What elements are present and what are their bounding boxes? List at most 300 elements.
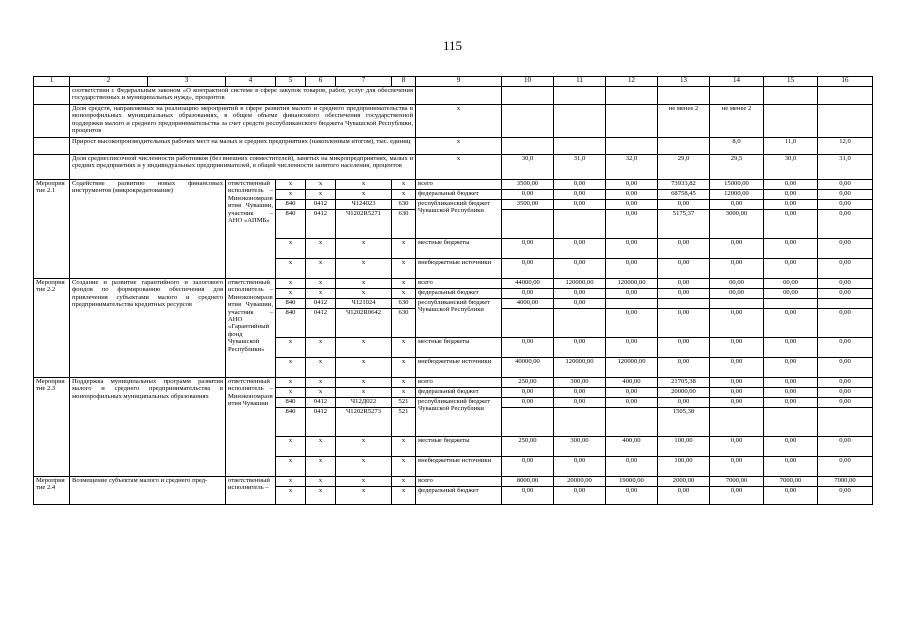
header-cell: 11 (554, 77, 606, 87)
funding-value (502, 210, 554, 239)
budget-code: х (392, 477, 416, 487)
funding-value: 0,00 (606, 388, 658, 398)
funding-value: 0,00 (658, 338, 710, 358)
budget-code: х (276, 239, 306, 259)
funding-value: 19000,00 (606, 477, 658, 487)
funding-value: 0,00 (710, 259, 764, 279)
funding-source: всего (416, 180, 502, 190)
budget-code: Ч124023 (336, 200, 392, 210)
funding-value: 0,00 (502, 457, 554, 477)
funding-value: 0,00 (554, 338, 606, 358)
funding-source: местные бюджеты (416, 437, 502, 457)
budget-code: 0412 (306, 210, 336, 239)
funding-value: 0,00 (554, 259, 606, 279)
budget-code: х (276, 388, 306, 398)
funding-source: федеральный бюджет (416, 388, 502, 398)
funding-value: 0,00 (764, 388, 818, 398)
header-cell: 3 (148, 77, 226, 87)
funding-value: 0,00 (502, 487, 554, 505)
indicator-value: 30,0 (502, 155, 554, 180)
funding-value (606, 299, 658, 309)
funding-value: 0,00 (554, 457, 606, 477)
budget-code: х (306, 239, 336, 259)
funding-value: 00,00 (764, 289, 818, 299)
budget-code: 0412 (306, 299, 336, 309)
header-cell: 2 (70, 77, 148, 87)
budget-code: х (276, 378, 306, 388)
funding-value (818, 408, 873, 437)
funding-source: федеральный бюджет (416, 190, 502, 200)
funding-value: 0,00 (818, 279, 873, 289)
funding-value: 0,00 (818, 487, 873, 505)
funding-value: 0,00 (710, 239, 764, 259)
funding-value: 00,00 (710, 289, 764, 299)
funding-value: 0,00 (502, 338, 554, 358)
funding-value (554, 408, 606, 437)
indicator-value (658, 87, 710, 105)
budget-code: 630 (392, 210, 416, 239)
budget-code: х (392, 259, 416, 279)
budget-code: х (306, 437, 336, 457)
funding-value: 8000,00 (502, 477, 554, 487)
funding-value: 0,00 (606, 309, 658, 338)
funding-source: федеральный бюджет (416, 289, 502, 299)
funding-value: 120000,00 (606, 358, 658, 378)
budget-code: х (306, 477, 336, 487)
budget-code: х (392, 388, 416, 398)
budget-code: 0412 (306, 398, 336, 408)
funding-value: 00,00 (710, 279, 764, 289)
indicator-value (818, 105, 873, 138)
funding-value: 250,00 (502, 378, 554, 388)
funding-value: 0,00 (658, 289, 710, 299)
funding-value: 0,00 (818, 378, 873, 388)
indicator-row (34, 87, 873, 105)
funding-value: 300,00 (554, 378, 606, 388)
indicator-value (502, 138, 554, 155)
budget-code: х (392, 437, 416, 457)
budget-code: Ч121024 (336, 299, 392, 309)
funding-value (710, 299, 764, 309)
funding-value: 0,00 (818, 289, 873, 299)
funding-value: 0,00 (764, 210, 818, 239)
funding-value: 0,00 (764, 309, 818, 338)
funding-value: 7000,00 (764, 477, 818, 487)
indicator-text: Доля среднесписочной численности работников (без внешних совместителей), занятых на микропредприятиях, малых и средних предприятиях и у индивидуальных предпринимателей, в общей численности занятого населения, процентов (70, 155, 416, 180)
indicator-marker: х (416, 138, 502, 155)
funding-value: 44000,00 (502, 279, 554, 289)
funding-source: федеральный бюджет (416, 487, 502, 505)
funding-value: 0,00 (554, 200, 606, 210)
funding-value (818, 299, 873, 309)
budget-code: х (392, 457, 416, 477)
funding-value: 3500,00 (502, 180, 554, 190)
indicator-value: не менее 2 (658, 105, 710, 138)
event-label: Мероприятие 2.3 (34, 378, 70, 477)
indicator-value (658, 138, 710, 155)
funding-value: 400,00 (606, 378, 658, 388)
event-responsible: ответственный исполнитель – Минэкономразвития Чувашии, участник – АНО «АПМБ» (226, 180, 276, 279)
funding-value: 0,00 (818, 239, 873, 259)
funding-value: 0,00 (710, 200, 764, 210)
budget-code: Ч1202R0642 (336, 309, 392, 338)
funding-value: 0,00 (710, 338, 764, 358)
budget-code: х (306, 358, 336, 378)
funding-value: 0,00 (710, 487, 764, 505)
event-row (34, 180, 873, 190)
funding-value: 73933,82 (658, 180, 710, 190)
funding-value: 0,00 (658, 239, 710, 259)
funding-value: 0,00 (658, 309, 710, 338)
indicator-marker: х (416, 155, 502, 180)
funding-value: 0,00 (554, 289, 606, 299)
budget-code: х (336, 437, 392, 457)
budget-code: 840 (276, 210, 306, 239)
budget-code: х (276, 437, 306, 457)
funding-value: 0,00 (764, 200, 818, 210)
indicator-value (606, 87, 658, 105)
budget-code: х (306, 457, 336, 477)
indicator-text: Доля средств, направляемых на реализацию мероприятий в сфере развития малого и среднего предпринимательства в монопрофильных муниципальных образованиях, в общем объеме финансового обеспечения государственной поддержки малого и среднего предпринимательства за счет средств республиканского бюджета Чувашской Республики, процентов (70, 105, 416, 138)
funding-source: всего (416, 378, 502, 388)
funding-value: 0,00 (554, 190, 606, 200)
indicator-blank (34, 138, 70, 155)
budget-code: х (276, 477, 306, 487)
funding-value: 3500,00 (502, 200, 554, 210)
budget-code: Ч1202R5273 (336, 408, 392, 437)
funding-source: внебюджетные источники (416, 259, 502, 279)
budget-code: х (392, 180, 416, 190)
indicator-marker (416, 87, 502, 105)
event-name: Создание и развитие гарантийного и залогового фондов по формированию обеспечения для привлечения субъектами малого и среднего предпринимательства кредитных ресурсов (70, 279, 226, 378)
funding-value: 0,00 (764, 358, 818, 378)
indicator-value (554, 138, 606, 155)
funding-value: 300,00 (554, 437, 606, 457)
budget-code: х (276, 180, 306, 190)
indicator-value (554, 87, 606, 105)
funding-value: 0,00 (764, 437, 818, 457)
funding-source: республиканский бюджет Чувашской Республики (416, 200, 502, 239)
header-cell: 10 (502, 77, 554, 87)
header-cell: 16 (818, 77, 873, 87)
budget-code: х (276, 487, 306, 505)
budget-code: х (392, 190, 416, 200)
budget-code: х (276, 259, 306, 279)
funding-value: 0,00 (764, 259, 818, 279)
funding-value: 0,00 (606, 190, 658, 200)
budget-code: х (336, 487, 392, 505)
budget-code: х (306, 190, 336, 200)
header-cell: 12 (606, 77, 658, 87)
header-cell: 14 (710, 77, 764, 87)
funding-value (606, 408, 658, 437)
funding-value: 0,00 (502, 259, 554, 279)
funding-value: 0,00 (658, 358, 710, 378)
funding-value: 0,00 (658, 200, 710, 210)
budget-code: х (306, 259, 336, 279)
funding-source: внебюджетные источники (416, 457, 502, 477)
budget-code: х (276, 338, 306, 358)
indicator-value: 12,0 (818, 138, 873, 155)
funding-value: 0,00 (818, 437, 873, 457)
funding-value (764, 408, 818, 437)
program-table (33, 76, 873, 505)
funding-value: 0,00 (606, 398, 658, 408)
funding-value: 0,00 (818, 200, 873, 210)
funding-value: 0,00 (554, 487, 606, 505)
funding-value: 0,00 (502, 239, 554, 259)
funding-value: 40000,00 (502, 358, 554, 378)
funding-value (554, 309, 606, 338)
funding-value: 0,00 (658, 398, 710, 408)
indicator-text: соответствии с Федеральным законом «О контрактной системе в сфере закупок товаров, работ, услуг для обеспечения государственных и муниципальных нужд», процентов (70, 87, 416, 105)
budget-code: х (336, 358, 392, 378)
indicator-value (554, 105, 606, 138)
indicator-value (606, 105, 658, 138)
funding-value (710, 408, 764, 437)
funding-value: 0,00 (606, 239, 658, 259)
funding-value: 4000,00 (502, 299, 554, 309)
indicator-text: Прирост высокопроизводительных рабочих мест на малых и средних предприятиях (накопленным итогом), тыс. единиц (70, 138, 416, 155)
funding-value: 0,00 (710, 388, 764, 398)
funding-value: 68758,45 (658, 190, 710, 200)
funding-value: 0,00 (818, 388, 873, 398)
funding-value: 120000,00 (606, 279, 658, 289)
funding-source: республиканский бюджет Чувашской Республики (416, 299, 502, 338)
funding-value: 0,00 (554, 180, 606, 190)
event-responsible: ответственный исполнитель – Минэкономразвития Чувашии (226, 378, 276, 477)
indicator-value: 29,5 (710, 155, 764, 180)
budget-code: х (392, 239, 416, 259)
budget-code: 630 (392, 309, 416, 338)
funding-value: 0,00 (764, 338, 818, 358)
funding-value: 0,00 (502, 388, 554, 398)
indicator-value (606, 138, 658, 155)
funding-value: 0,00 (710, 398, 764, 408)
indicator-value: 32,0 (606, 155, 658, 180)
budget-code: х (276, 289, 306, 299)
header-cell: 9 (416, 77, 502, 87)
budget-code: х (276, 190, 306, 200)
funding-value: 21705,38 (658, 378, 710, 388)
funding-value: 2000,00 (658, 477, 710, 487)
budget-code: х (336, 289, 392, 299)
budget-code: 840 (276, 398, 306, 408)
budget-code: 840 (276, 408, 306, 437)
funding-value: 0,00 (710, 457, 764, 477)
funding-value: 100,00 (658, 457, 710, 477)
funding-source: всего (416, 477, 502, 487)
event-label: Мероприятие 2.2 (34, 279, 70, 378)
indicator-value: 8,0 (710, 138, 764, 155)
funding-source: местные бюджеты (416, 338, 502, 358)
funding-value: 0,00 (818, 259, 873, 279)
funding-value: 7000,00 (818, 477, 873, 487)
funding-value: 0,00 (818, 457, 873, 477)
funding-value: 120000,00 (554, 358, 606, 378)
event-row (34, 477, 873, 487)
page-number: 115 (442, 38, 463, 53)
funding-value: 250,00 (502, 437, 554, 457)
budget-code: 630 (392, 200, 416, 210)
event-label: Мероприятие 2.1 (34, 180, 70, 279)
indicator-value (502, 105, 554, 138)
indicator-value: 30,0 (764, 155, 818, 180)
budget-code: х (392, 279, 416, 289)
funding-value: 100,00 (658, 437, 710, 457)
indicator-row (34, 105, 873, 138)
budget-code: 840 (276, 299, 306, 309)
funding-value: 0,00 (764, 457, 818, 477)
budget-code: 630 (392, 299, 416, 309)
funding-value: 0,00 (658, 487, 710, 505)
funding-value: 0,00 (710, 309, 764, 338)
budget-code: 521 (392, 398, 416, 408)
funding-value: 0,00 (710, 358, 764, 378)
event-responsible: ответственный исполнитель – (226, 477, 276, 505)
event-name: Поддержка муниципальных программ развития малого и среднего предпринимательства в монопрофильных муниципальных образованиях (70, 378, 226, 477)
funding-source: местные бюджеты (416, 239, 502, 259)
funding-value: 0,00 (818, 190, 873, 200)
budget-code: х (276, 279, 306, 289)
funding-value: 0,00 (658, 259, 710, 279)
budget-code: х (306, 289, 336, 299)
funding-value: 0,00 (606, 200, 658, 210)
header-cell: 15 (764, 77, 818, 87)
budget-code: х (336, 457, 392, 477)
indicator-blank (34, 155, 70, 180)
funding-value: 0,00 (764, 487, 818, 505)
indicator-value (764, 87, 818, 105)
budget-code: 840 (276, 309, 306, 338)
funding-value: 0,00 (606, 457, 658, 477)
budget-code: х (392, 338, 416, 358)
indicator-value: не менее 2 (710, 105, 764, 138)
budget-code: х (306, 338, 336, 358)
budget-code: 840 (276, 200, 306, 210)
indicator-value: 31,0 (554, 155, 606, 180)
budget-code: х (336, 239, 392, 259)
funding-source: внебюджетные источники (416, 358, 502, 378)
indicator-marker: х (416, 105, 502, 138)
funding-value: 0,00 (554, 239, 606, 259)
funding-value: 0,00 (818, 210, 873, 239)
budget-code: х (336, 180, 392, 190)
header-cell: 8 (392, 77, 416, 87)
indicator-value (710, 87, 764, 105)
budget-code: х (336, 477, 392, 487)
indicator-value (764, 105, 818, 138)
budget-code: х (336, 338, 392, 358)
funding-value: 0,00 (606, 487, 658, 505)
funding-value: 0,00 (606, 289, 658, 299)
funding-value: 0,00 (554, 398, 606, 408)
funding-value: 0,00 (502, 190, 554, 200)
funding-value (502, 309, 554, 338)
indicator-value: 11,0 (764, 138, 818, 155)
budget-code: х (392, 487, 416, 505)
funding-value: 3000,00 (710, 210, 764, 239)
budget-code: х (336, 378, 392, 388)
funding-value: 0,00 (606, 210, 658, 239)
funding-value: 0,00 (606, 180, 658, 190)
budget-code: 521 (392, 408, 416, 437)
budget-code: х (392, 378, 416, 388)
budget-code: х (336, 388, 392, 398)
funding-value: 120000,00 (554, 279, 606, 289)
funding-value: 15000,00 (710, 180, 764, 190)
funding-value: 0,00 (764, 378, 818, 388)
budget-code: 0412 (306, 200, 336, 210)
funding-value: 0,00 (502, 289, 554, 299)
indicator-value: 29,0 (658, 155, 710, 180)
funding-source: всего (416, 279, 502, 289)
funding-value: 0,00 (818, 358, 873, 378)
header-row (34, 77, 873, 87)
indicator-value (818, 87, 873, 105)
funding-value: 0,00 (818, 398, 873, 408)
funding-value: 400,00 (606, 437, 658, 457)
header-cell: 4 (226, 77, 276, 87)
event-row (34, 378, 873, 388)
funding-value (658, 299, 710, 309)
funding-value: 20000,00 (554, 477, 606, 487)
funding-value: 0,00 (818, 180, 873, 190)
funding-value: 0,00 (764, 190, 818, 200)
indicator-blank (34, 87, 70, 105)
budget-code: х (306, 487, 336, 505)
budget-code: х (306, 378, 336, 388)
budget-code: х (276, 457, 306, 477)
funding-value: 1505,38 (658, 408, 710, 437)
funding-value: 0,00 (818, 309, 873, 338)
funding-source: республиканский бюджет Чувашской Республики (416, 398, 502, 437)
header-cell: 6 (306, 77, 336, 87)
budget-code: х (336, 259, 392, 279)
funding-value (554, 210, 606, 239)
budget-code: х (336, 190, 392, 200)
funding-value: 0,00 (554, 299, 606, 309)
budget-code: х (336, 279, 392, 289)
header-cell: 1 (34, 77, 70, 87)
header-cell: 13 (658, 77, 710, 87)
budget-code: х (276, 358, 306, 378)
funding-value: 0,00 (606, 259, 658, 279)
funding-value: 0,00 (764, 398, 818, 408)
funding-value: 0,00 (764, 239, 818, 259)
funding-value: 0,00 (818, 338, 873, 358)
funding-value (502, 408, 554, 437)
budget-code: х (392, 289, 416, 299)
budget-code: х (306, 279, 336, 289)
funding-value: 20000,00 (658, 388, 710, 398)
budget-code: 0412 (306, 309, 336, 338)
funding-value: 5175,37 (658, 210, 710, 239)
funding-value: 0,00 (710, 378, 764, 388)
budget-code: Ч12Д022 (336, 398, 392, 408)
funding-value: 00,00 (764, 279, 818, 289)
funding-value: 0,00 (710, 437, 764, 457)
event-row (34, 279, 873, 289)
funding-value: 0,00 (554, 388, 606, 398)
event-label: Мероприятие 2.4 (34, 477, 70, 505)
funding-value: 7000,00 (710, 477, 764, 487)
budget-code: х (392, 358, 416, 378)
funding-value (764, 299, 818, 309)
budget-code: Ч1202R5271 (336, 210, 392, 239)
header-cell: 5 (276, 77, 306, 87)
indicator-row (34, 138, 873, 155)
